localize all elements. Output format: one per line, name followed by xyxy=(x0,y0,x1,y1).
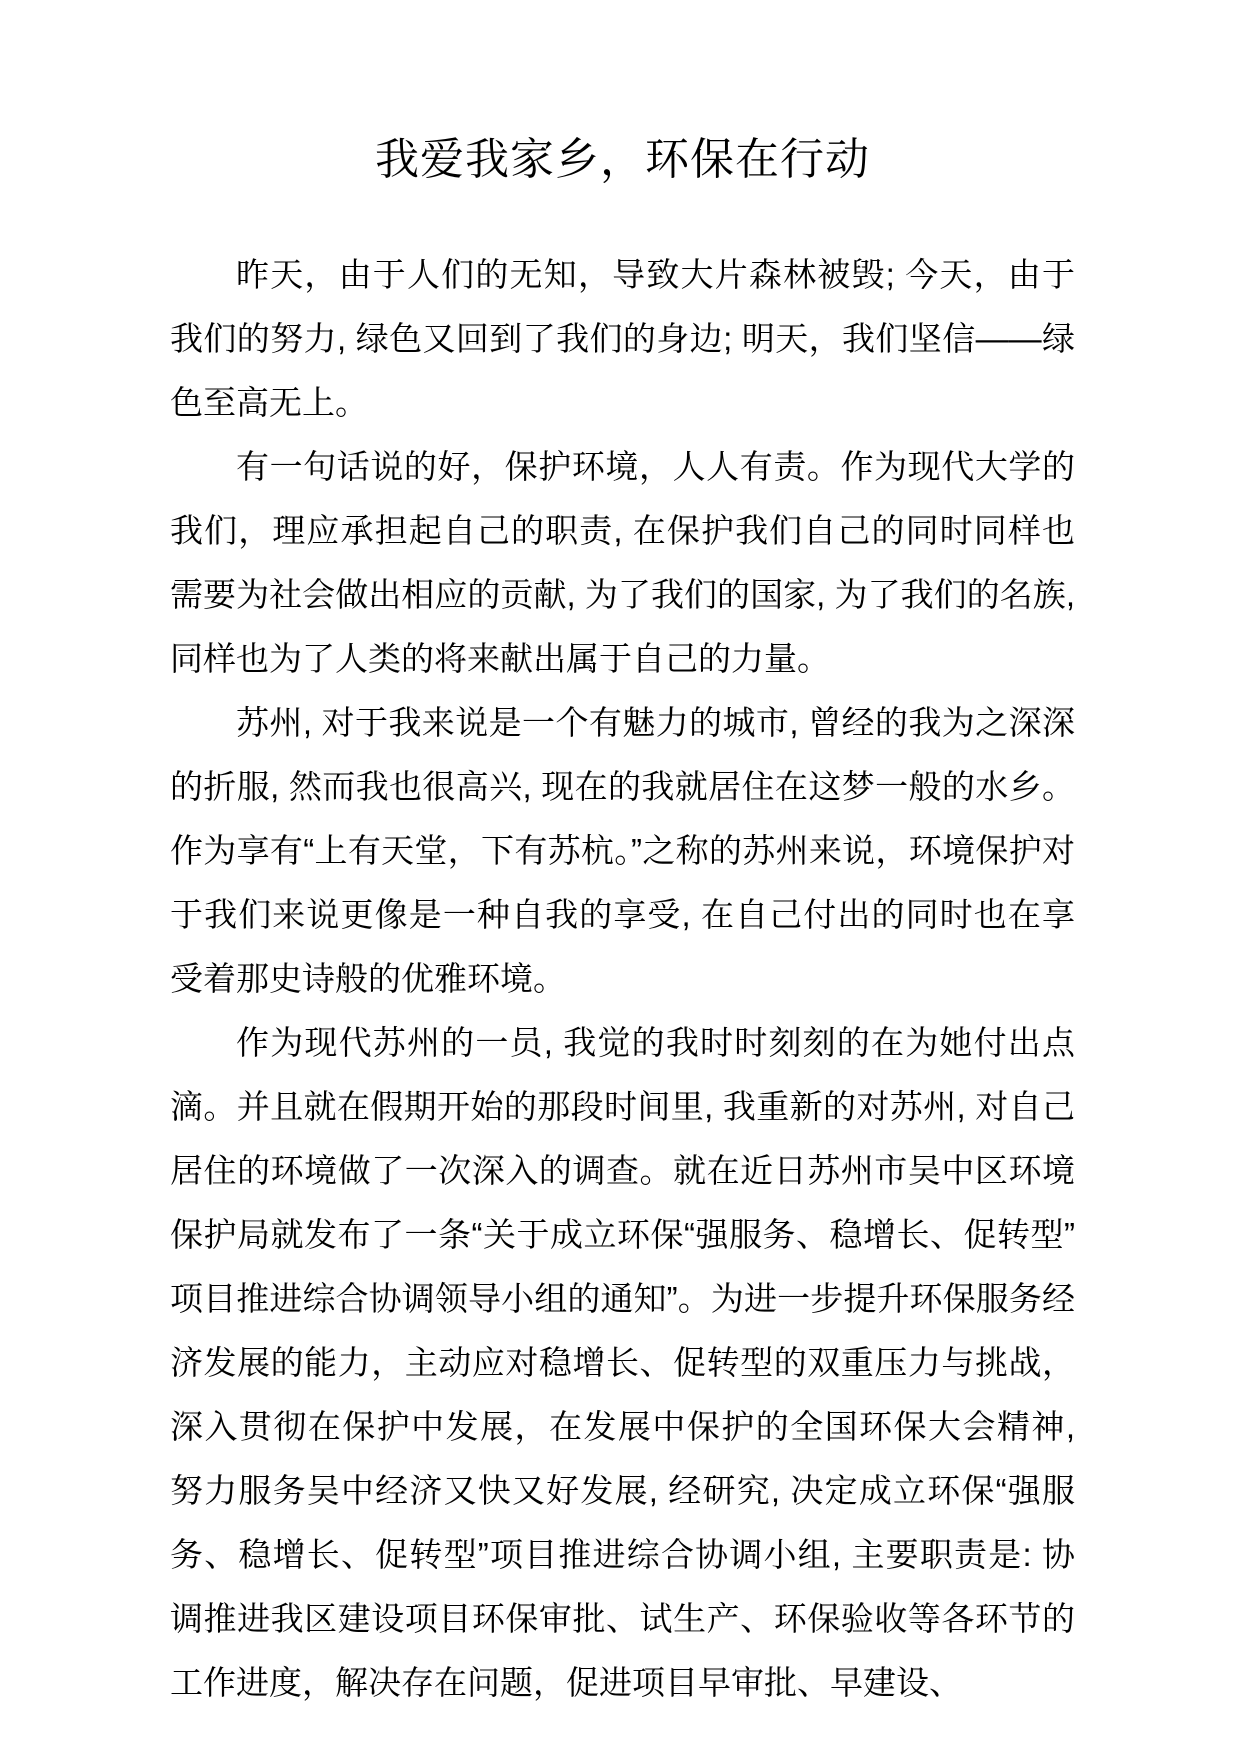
paragraph-1: 昨天，由于人们的无知，导致大片森林被毁; 今天，由于我们的努力, 绿色又回到了我们的身边; 明天，我们坚信——绿色至高无上。 xyxy=(170,256,1075,421)
document-title: 我爱我家乡，环保在行动 xyxy=(375,135,870,184)
paragraph-2: 有一句话说的好，保护环境，人人有责。作为现代大学的我们，理应承担起自己的职责, 在保护我们自己的同时同样也需要为社会做出相应的贡献, 为了我们的国家, 为了我们的名族, 同样也为了人类的将来献出属于自己的力量。 xyxy=(170,448,1075,677)
paragraph-3: 苏州, 对于我来说是一个有魅力的城市, 曾经的我为之深深的折服, 然而我也很高兴, 现在的我就居住在这梦一般的水乡。作为享有“上有天堂，下有苏杭。”之称的苏州来说，环境保护对于我们来说更像是一种自我的享受, 在自己付出的同时也在享受着那史诗般的优雅环境。 xyxy=(170,704,1075,997)
document-body xyxy=(170,243,1075,1715)
paragraph-4: 作为现代苏州的一员, 我觉的我时时刻刻的在为她付出点滴。并且就在假期开始的那段时间里, 我重新的对苏州, 对自己居住的环境做了一次深入的调查。就在近日苏州市吴中区环境保护局就发布了一条“关于成立环保“强服务、稳增长、促转型”项目推进综合协调领导小组的通知”。为进一步提升环保服务经济发展的能力，主动应对稳增长、促转型的双重压力与挑战，深入贯彻在保护中发展，在发展中保护的全国环保大会精神, 努力服务吴中经济又快又好发展, 经研究, 决定成立环保“强服务、稳增长、促转型”项目推进综合协调小组, 主要职责是: 协调推进我区建设项目环保审批、试生产、环保验收等各环节的工作进度，解决存在问题，促进项目早审批、早建设、 xyxy=(170,1024,1075,1701)
